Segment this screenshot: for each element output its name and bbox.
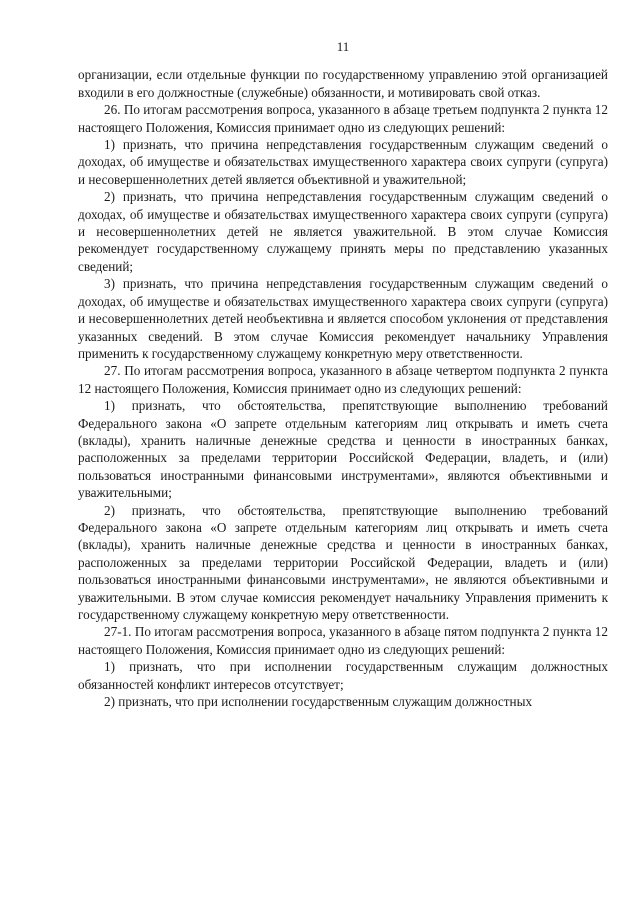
- paragraph-26-item-2: 2) признать, что причина непредставления государственным служащим сведений о доходах, об имуществе и обязательствах имущественного характера своих супруги (супруга) и несовершеннолетних детей не является уважительной. В этом случае Комиссия рекомендует государственному служащему принять меры по представлению указанных сведений;: [78, 189, 608, 274]
- paragraph-26: 26. По итогам рассмотрения вопроса, указанного в абзаце третьем подпункта 2 пункта 12 настоящего Положения, Комиссия принимает одно из следующих решений:: [78, 102, 608, 135]
- paragraph-26-item-1: 1) признать, что причина непредставления государственным служащим сведений о доходах, об имуществе и обязательствах имущественного характера своих супруги (супруга) и несовершеннолетних детей является объективной и уважительной;: [78, 137, 608, 187]
- paragraph-27: 27. По итогам рассмотрения вопроса, указанного в абзаце четвертом подпункта 2 пункта 12 настоящего Положения, Комиссия принимает одно из следующих решений:: [78, 363, 608, 396]
- paragraph-27-item-2: 2) признать, что обстоятельства, препятствующие выполнению требований Федерального закона «О запрете отдельным категориям лиц открывать и иметь счета (вклады), хранить наличные денежные средства и ценности в иностранных банках, расположенных за пределами территории Российской Федерации, владеть и (или) пользоваться иностранными финансовыми инструментами», не являются объективными и уважительными. В этом случае комиссия рекомендует начальнику Управления применить к государственному служащему конкретную меру ответственности.: [78, 502, 608, 622]
- paragraph-27-1-item-2: 2) признать, что при исполнении государственным служащим должностных: [104, 694, 533, 710]
- page-number: 11: [336, 39, 350, 54]
- paragraph-26-item-3: 3) признать, что причина непредставления государственным служащим сведений о доходах, об имуществе и обязательствах имущественного характера своих супруги (супруга) и несовершеннолетних детей необъективна и является способом уклонения от представления указанных сведений. В этом случае Комиссия рекомендует начальнику Управления применить к государственному служащему конкретную меру ответственности.: [78, 276, 608, 361]
- paragraph-27-1: 27-1. По итогам рассмотрения вопроса, указанного в абзаце пятом подпункта 2 пункта 12 настоящего Положения, Комиссия принимает одно из следующих решений:: [78, 624, 608, 657]
- paragraph-27-1-item-1: 1) признать, что при исполнении государственным служащим должностных обязанностей конфликт интересов отсутствует;: [78, 659, 608, 692]
- paragraph-27-item-1: 1) признать, что обстоятельства, препятствующие выполнению требований Федерального закона «О запрете отдельным категориям лиц открывать и иметь счета (вклады), хранить наличные денежные средства и ценности в иностранных банках, расположенных за пределами территории Российской Федерации, владеть, и (или) пользоваться иностранными финансовыми инструментами», являются объективными и уважительными;: [78, 398, 608, 501]
- paragraph-continuation: организации, если отдельные функции по государственному управлению этой организацией входили в его должностные (служебные) обязанности, и мотивировать свой отказ.: [78, 67, 608, 100]
